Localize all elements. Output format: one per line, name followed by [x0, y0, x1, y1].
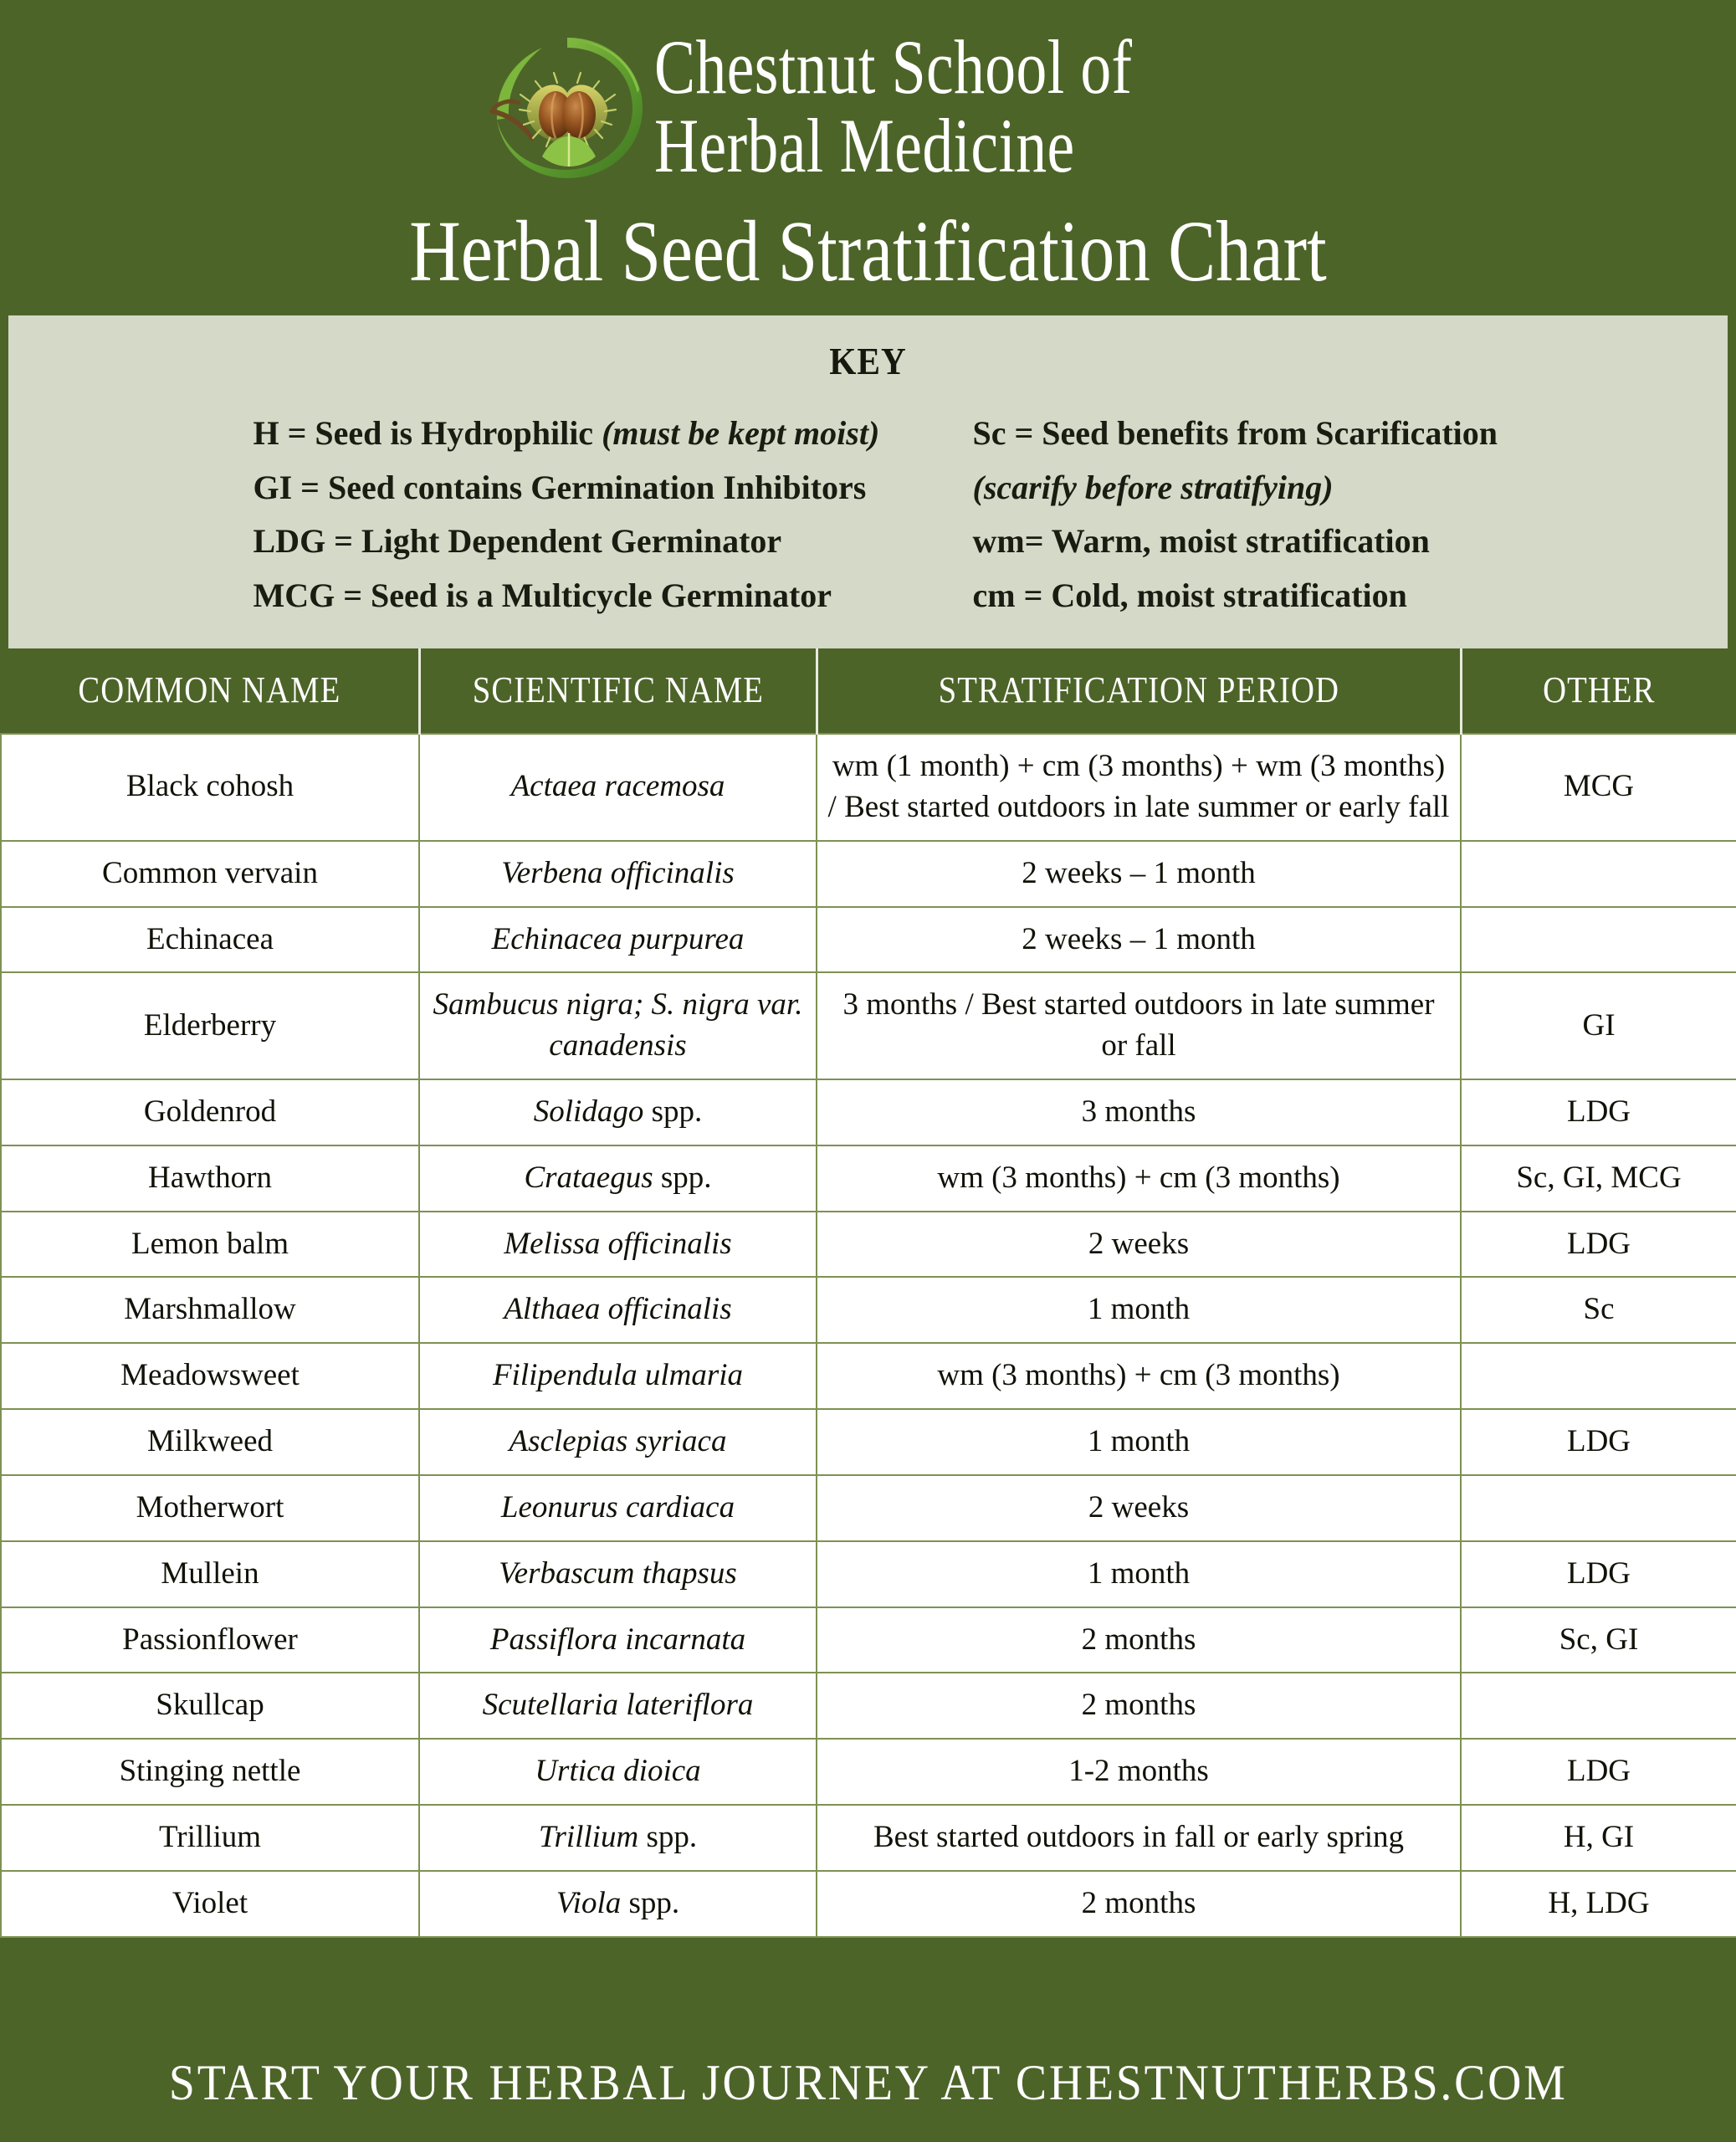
table-row: [1, 1871, 1736, 1937]
cell-stratification-period: 2 months: [817, 1871, 1461, 1937]
table-row: [1, 1145, 1736, 1212]
scientific-binomial: Viola: [556, 1885, 629, 1920]
cell-stratification-period: 2 weeks: [817, 1212, 1461, 1278]
cell-other: [1461, 907, 1736, 973]
cell-other: LDG: [1461, 1739, 1736, 1805]
page-title: Herbal Seed Stratification Chart: [409, 202, 1327, 300]
cell-scientific-name: [419, 1277, 817, 1343]
scientific-binomial: Passiflora incarnata: [489, 1622, 746, 1657]
cell-stratification-period: 3 months: [817, 1079, 1461, 1145]
scientific-suffix: spp.: [651, 1094, 703, 1129]
key-column-right: [973, 407, 1609, 623]
table-row: [1, 1541, 1736, 1607]
key-note: (must be kept moist): [602, 413, 880, 452]
cell-common-name: Stinging nettle: [1, 1739, 419, 1805]
key-term: wm= Warm, moist stratification: [972, 522, 1430, 561]
cell-scientific-name: [419, 1805, 817, 1871]
cell-scientific-name: [419, 1212, 817, 1278]
key-heading: KEY: [829, 339, 907, 382]
key-item: [253, 407, 973, 461]
key-item: [973, 461, 1609, 515]
column-header-common-name: [1, 648, 419, 734]
key-item: [253, 461, 973, 515]
brand-line-1: Chestnut School of: [654, 24, 1133, 110]
cell-common-name: Violet: [1, 1871, 419, 1937]
cell-common-name: Hawthorn: [1, 1145, 419, 1212]
key-item: [973, 407, 1609, 461]
scientific-binomial: Scutellaria lateriflora: [482, 1688, 754, 1723]
cell-scientific-name: [419, 1607, 817, 1673]
chestnut-burr-icon: [484, 31, 651, 183]
cell-common-name: Goldenrod: [1, 1079, 419, 1145]
column-header-other: [1461, 648, 1736, 734]
cell-scientific-name: [419, 1475, 817, 1541]
table-row: [1, 1673, 1736, 1739]
cell-common-name: Trillium: [1, 1805, 419, 1871]
cell-scientific-name: [419, 1145, 817, 1212]
cell-stratification-period: wm (3 months) + cm (3 months): [817, 1343, 1461, 1409]
key-note: (scarify before stratifying): [972, 468, 1334, 506]
cell-other: Sc: [1461, 1277, 1736, 1343]
cell-other: LDG: [1461, 1409, 1736, 1475]
poster-footer: [0, 2026, 1736, 2142]
key-term: H = Seed is Hydrophilic: [253, 413, 602, 452]
table-head: [1, 648, 1736, 734]
cell-other: LDG: [1461, 1541, 1736, 1607]
key-item: [973, 569, 1609, 623]
column-header-stratification-period: [817, 648, 1461, 734]
cell-stratification-period: 2 weeks: [817, 1475, 1461, 1541]
cell-scientific-name: [419, 972, 817, 1079]
cell-other: LDG: [1461, 1212, 1736, 1278]
cell-stratification-period: 3 months / Best started outdoors in late summer or fall: [817, 972, 1461, 1079]
stratification-table-wrapper: [0, 648, 1736, 2026]
cell-common-name: Echinacea: [1, 907, 419, 973]
cell-other: Sc, GI: [1461, 1607, 1736, 1673]
column-header-scientific-name: [419, 648, 817, 734]
table-row: [1, 972, 1736, 1079]
scientific-binomial: Echinacea purpurea: [491, 921, 745, 956]
cell-stratification-period: 1 month: [817, 1277, 1461, 1343]
scientific-binomial: Filipendula ulmaria: [492, 1358, 744, 1393]
table-row: [1, 1343, 1736, 1409]
cell-scientific-name: [419, 1409, 817, 1475]
scientific-suffix: spp.: [660, 1160, 712, 1195]
scientific-binomial: Verbascum thapsus: [499, 1555, 737, 1591]
cell-common-name: Milkweed: [1, 1409, 419, 1475]
cell-scientific-name: [419, 1871, 817, 1937]
cell-common-name: Marshmallow: [1, 1277, 419, 1343]
cell-stratification-period: 1 month: [817, 1541, 1461, 1607]
table-row: [1, 1277, 1736, 1343]
scientific-binomial: Melissa officinalis: [504, 1226, 732, 1261]
poster-header: [0, 0, 1736, 309]
cell-other: MCG: [1461, 734, 1736, 841]
table-row: [1, 907, 1736, 973]
scientific-binomial: Verbena officinalis: [501, 855, 735, 890]
key-term: Sc = Seed benefits from Scarification: [972, 413, 1498, 452]
cell-other: GI: [1461, 972, 1736, 1079]
key-item: [973, 515, 1609, 569]
scientific-binomial: Asclepias syriaca: [509, 1424, 727, 1459]
cell-other: [1461, 1343, 1736, 1409]
key-columns: [8, 407, 1728, 623]
cell-stratification-period: wm (1 month) + cm (3 months) + wm (3 months) / Best started outdoors in late summer or early fall: [817, 734, 1461, 841]
brand-name: [654, 24, 1133, 188]
cell-common-name: Motherwort: [1, 1475, 419, 1541]
table-header-row: [1, 648, 1736, 734]
cell-scientific-name: [419, 907, 817, 973]
cell-stratification-period: 2 months: [817, 1673, 1461, 1739]
cell-common-name: Common vervain: [1, 841, 419, 907]
table-row: [1, 734, 1736, 841]
table-row: [1, 1475, 1736, 1541]
cell-other: LDG: [1461, 1079, 1736, 1145]
key-term: LDG = Light Dependent Germinator: [253, 522, 782, 561]
cell-common-name: Black cohosh: [1, 734, 419, 841]
key-term: cm = Cold, moist stratification: [972, 576, 1407, 615]
scientific-binomial: Urtica dioica: [535, 1754, 701, 1789]
scientific-suffix: spp.: [646, 1820, 698, 1855]
brand-row: [0, 24, 1736, 188]
cell-stratification-period: 1 month: [817, 1409, 1461, 1475]
cell-scientific-name: [419, 1079, 817, 1145]
cell-common-name: Skullcap: [1, 1673, 419, 1739]
key-item: [253, 569, 973, 623]
footer-cta: START YOUR HERBAL JOURNEY AT CHESTNUTHERBS.COM: [168, 2055, 1568, 2110]
scientific-binomial: Sambucus nigra; S. nigra var. canadensis: [433, 987, 803, 1063]
key-term: GI = Seed contains Germination Inhibitors: [253, 468, 867, 506]
cell-scientific-name: [419, 1541, 817, 1607]
table-row: [1, 1409, 1736, 1475]
key-column-left: [253, 407, 973, 623]
cell-common-name: Mullein: [1, 1541, 419, 1607]
table-row: [1, 1079, 1736, 1145]
cell-scientific-name: [419, 841, 817, 907]
cell-stratification-period: wm (3 months) + cm (3 months): [817, 1145, 1461, 1212]
scientific-binomial: Crataegus: [524, 1160, 661, 1195]
cell-common-name: Passionflower: [1, 1607, 419, 1673]
cell-other: H, GI: [1461, 1805, 1736, 1871]
cell-common-name: Meadowsweet: [1, 1343, 419, 1409]
key-term: MCG = Seed is a Multicycle Germinator: [253, 576, 832, 615]
column-header-label: STRATIFICATION PERIOD: [938, 669, 1339, 711]
scientific-suffix: spp.: [628, 1885, 680, 1920]
cell-other: [1461, 841, 1736, 907]
cell-stratification-period: 1-2 months: [817, 1739, 1461, 1805]
cell-scientific-name: [419, 1343, 817, 1409]
cell-scientific-name: [419, 734, 817, 841]
table-row: [1, 1805, 1736, 1871]
table-row: [1, 841, 1736, 907]
table-row: [1, 1607, 1736, 1673]
scientific-binomial: Leonurus cardiaca: [500, 1489, 735, 1525]
cell-stratification-period: 2 weeks – 1 month: [817, 907, 1461, 973]
cell-common-name: Elderberry: [1, 972, 419, 1079]
column-header-label: COMMON NAME: [78, 669, 341, 711]
scientific-binomial: Althaea officinalis: [504, 1292, 732, 1327]
table-row: [1, 1739, 1736, 1805]
scientific-binomial: Trillium: [538, 1820, 647, 1855]
table-body: [1, 734, 1736, 1937]
key-item: [253, 515, 973, 569]
cell-other: [1461, 1475, 1736, 1541]
cell-other: H, LDG: [1461, 1871, 1736, 1937]
cell-other: Sc, GI, MCG: [1461, 1145, 1736, 1212]
cell-scientific-name: [419, 1739, 817, 1805]
stratification-table: [0, 648, 1736, 1938]
scientific-binomial: Solidago: [533, 1094, 652, 1129]
column-header-label: SCIENTIFIC NAME: [472, 669, 764, 711]
cell-stratification-period: Best started outdoors in fall or early spring: [817, 1805, 1461, 1871]
cell-common-name: Lemon balm: [1, 1212, 419, 1278]
table-row: [1, 1212, 1736, 1278]
cell-stratification-period: 2 weeks – 1 month: [817, 841, 1461, 907]
cell-scientific-name: [419, 1673, 817, 1739]
column-header-label: OTHER: [1543, 669, 1656, 711]
brand-line-2: Herbal Medicine: [654, 102, 1075, 188]
scientific-binomial: Actaea racemosa: [510, 769, 725, 804]
key-panel: [8, 315, 1728, 648]
cell-other: [1461, 1673, 1736, 1739]
cell-stratification-period: 2 months: [817, 1607, 1461, 1673]
